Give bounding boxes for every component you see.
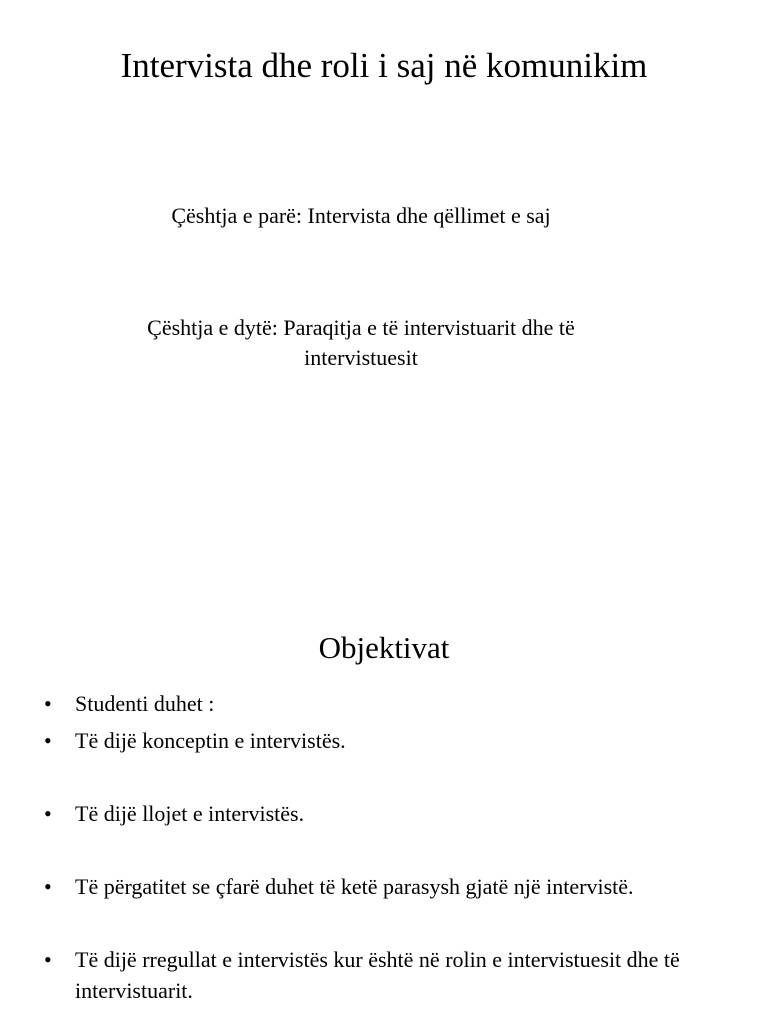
list-item <box>40 798 730 829</box>
topic-one: Çështja e parë: Intervista dhe qëllimet e saj <box>171 203 551 228</box>
objectives-list <box>40 688 730 1006</box>
bullet-icon: • <box>44 874 52 899</box>
topic-two-line-2: intervistuesit <box>304 345 418 370</box>
bullet-icon: • <box>44 801 52 826</box>
bullet-icon: • <box>44 691 52 716</box>
topic-two-line-1: Çështja e dytë: Paraqitja e të intervistuarit dhe të <box>147 315 575 340</box>
list-item <box>40 688 730 719</box>
list-item-text: Të dijë rregullat e intervistës kur është në rolin e intervistuesit dhe të intervistuarit. <box>75 947 680 1003</box>
bullet-icon: • <box>44 728 52 753</box>
topic-two <box>0 313 722 373</box>
slide-title: Intervista dhe roli i saj në komunikim <box>120 46 648 85</box>
bullet-icon: • <box>44 947 52 972</box>
list-item-text: Të dijë konceptin e intervistës. <box>75 728 346 753</box>
objectives-title: Objektivat <box>318 630 450 665</box>
list-item <box>40 725 730 756</box>
list-item <box>40 944 730 1006</box>
list-item-text: Të përgatitet se çfarë duhet të ketë parasysh gjatë një intervistë. <box>75 874 634 899</box>
list-item-text: Të dijë llojet e intervistës. <box>75 801 305 826</box>
list-item-text: Studenti duhet : <box>75 691 215 716</box>
list-item <box>40 871 730 902</box>
